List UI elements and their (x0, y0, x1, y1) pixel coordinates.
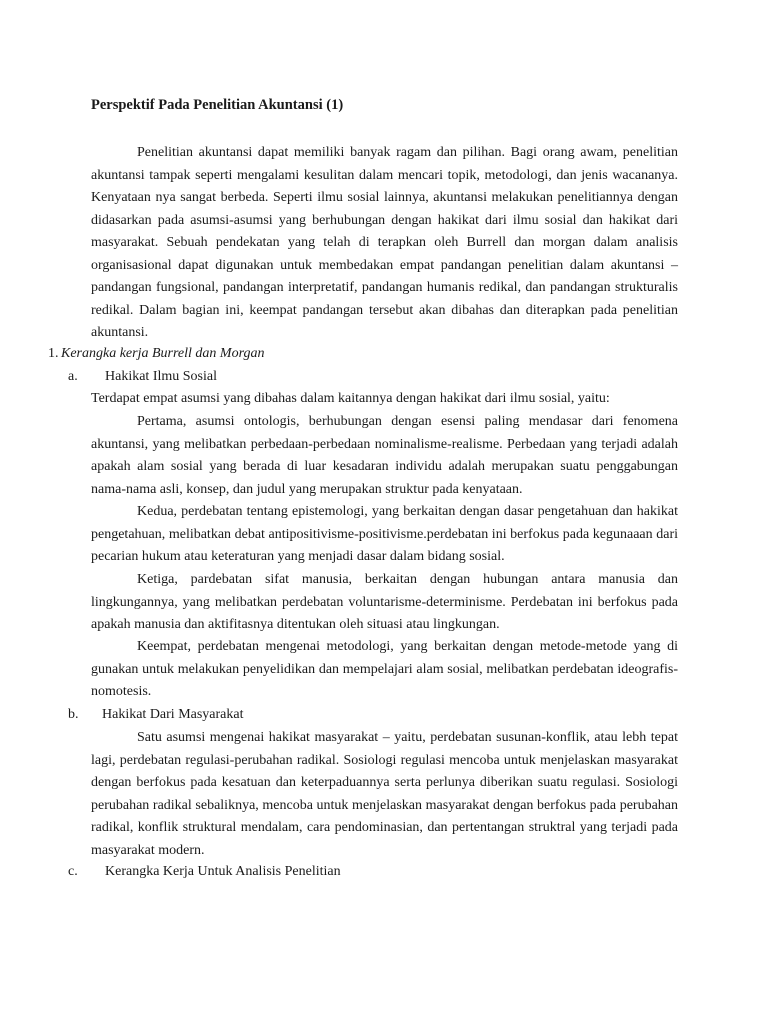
section-1-number: 1. (48, 346, 59, 361)
sub-c-marker: c. (68, 864, 78, 879)
sub-a-paragraph-4: Keempat, perdebatan mengenai metodologi, yang berkaitan dengan metode-metode yang di gunakan untuk melakukan penyelidikan dan mempelajari alam sosial, melibatkan perdebatan ideografis-nomotesis. (91, 639, 678, 699)
sub-b-paragraph-1: Satu asumsi mengenai hakikat masyarakat – yaitu, perdebatan susunan-konflik, atau lebh tepat lagi, perdebatan regulasi-perubahan radikal. Sosiologi regulasi mencoba untuk menjelaskan masyarakat dengan berfokus pada kesatuan dan keterpaduannya serta perlunya diberikan suatu regulasi. Sosiologi perubahan radikal sebaliknya, mencoba untuk menjelaskan masyarakat dengan berfokus pada perubahan radikal, konflik struktural mendalam, cara pendominasian, dan pertentangan struktral yang terjadi pada masyarakat modern. (91, 730, 678, 858)
sub-a-paragraph-2: Kedua, perdebatan tentang epistemologi, yang berkaitan dengan dasar pengetahuan dan hakikat pengetahuan, melibatkan debat antipositivisme-positivisme.perdebatan ini berfokus pada kegunaaan dari pecarian hukum atau keteraturan yang menjadi dasar dalam bidang sosial. (91, 504, 678, 564)
sub-a-paragraph-3: Ketiga, pardebatan sifat manusia, berkaitan dengan hubungan antara manusia dan lingkungannya, yang melibatkan perdebatan voluntarisme-determinisme. Perdebatan ini berfokus pada apakah manusia dan aktifitasnya ditentukan oleh situasi atau lingkungan. (91, 572, 678, 632)
sub-a-paragraph-1: Pertama, asumsi ontologis, berhubungan dengan esensi paling mendasar dari fenomena akuntansi, yang melibatkan perbedaan-perbedaan nominalisme-realisme. Perbedaan yang terjadi adalah apakah alam sosial yang berada di luar kesadaran individu adalah merupakan suatu penggabungan nama-nama asli, konsep, dan judul yang merupakan struktur pada kenyataan. (91, 414, 678, 497)
sub-c-heading: Kerangka Kerja Untuk Analisis Penelitian (105, 864, 341, 879)
sub-a-heading: Hakikat Ilmu Sosial (105, 369, 217, 384)
intro-paragraph: Penelitian akuntansi dapat memiliki banyak ragam dan pilihan. Bagi orang awam, penelitian akuntansi tampak seperti mengalami kesulitan dalam mencari topik, metodologi, dan jenis wacananya. Kenyataan nya sangat berbeda. Seperti ilmu sosial lainnya, akuntansi melakukan penelitiannya dengan didasarkan pada asumsi-asumsi yang berhubungan dengan hakikat dari ilmu sosial dan hakikat dari masyarakat. Sebuah pendekatan yang telah di terapkan oleh Burrell dan morgan dalam analisis organisasional dapat digunakan untuk membedakan empat pandangan penelitian dalam akuntansi – pandangan fungsional, pandangan interpretatif, pandangan humanis redikal, dan pandangan strukturalis redikal. Dalam bagian ini, keempat pandangan tersebut akan dibahas dan diterapkan pada penelitian akuntansi. (91, 145, 678, 340)
sub-a-marker: a. (68, 369, 78, 384)
document-title: Perspektif Pada Penelitian Akuntansi (1) (91, 97, 344, 113)
sub-b-marker: b. (68, 707, 79, 722)
sub-a-lead: Terdapat empat asumsi yang dibahas dalam kaitannya dengan hakikat dari ilmu sosial, yaitu: (91, 391, 610, 406)
sub-b-heading: Hakikat Dari Masyarakat (102, 707, 244, 722)
section-1-heading: Kerangka kerja Burrell dan Morgan (61, 346, 265, 361)
